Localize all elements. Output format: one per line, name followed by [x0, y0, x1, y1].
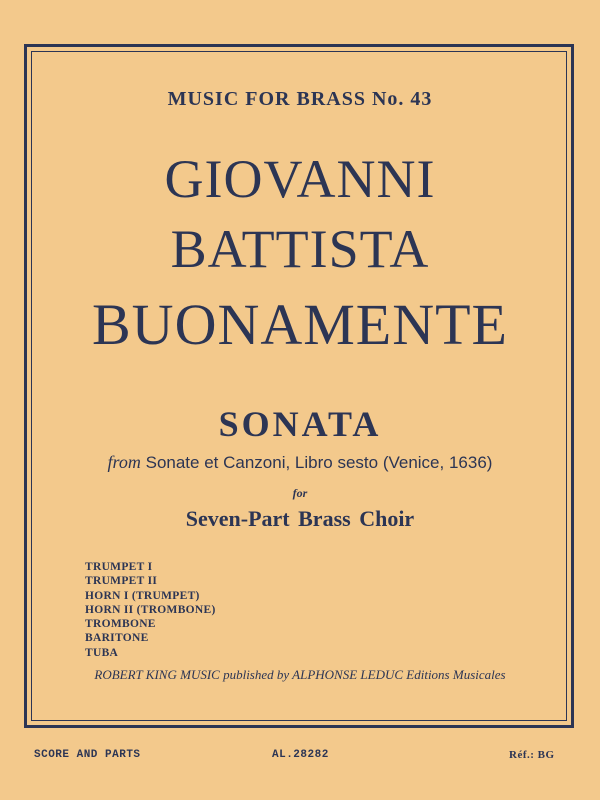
reference-code: Réf.: BG: [509, 749, 555, 761]
list-item: HORN II (TROMBONE): [85, 603, 216, 616]
work-title: SONATA: [218, 404, 382, 444]
series-title: MUSIC FOR BRASS No. 43: [167, 88, 433, 110]
publisher-line: ROBERT KING MUSIC published by ALPHONSE LEDUC Editions Musicales: [94, 667, 506, 682]
for-label: for: [292, 486, 308, 500]
composer-middle-name: BATTISTA: [170, 219, 430, 279]
list-item: HORN I (TRUMPET): [85, 589, 200, 602]
ensemble-title: Seven-Part Brass Choir: [185, 506, 415, 531]
work-source: [0, 452, 600, 473]
composer-last-name: BUONAMENTE: [92, 292, 508, 357]
catalog-number: AL.28282: [272, 749, 329, 761]
instrument-list: [85, 560, 216, 660]
list-item: TROMBONE: [85, 618, 156, 631]
list-item: BARITONE: [85, 632, 149, 645]
edition-type: SCORE AND PARTS: [34, 749, 141, 761]
source-text: Sonate et Canzoni, Libro sesto (Venice, 1636): [145, 453, 493, 472]
list-item: TRUMPET I: [85, 561, 153, 573]
composer-first-name: GIOVANNI: [164, 149, 436, 209]
from-label: from: [107, 452, 141, 472]
list-item: TRUMPET II: [85, 575, 158, 588]
list-item: TUBA: [85, 646, 119, 659]
